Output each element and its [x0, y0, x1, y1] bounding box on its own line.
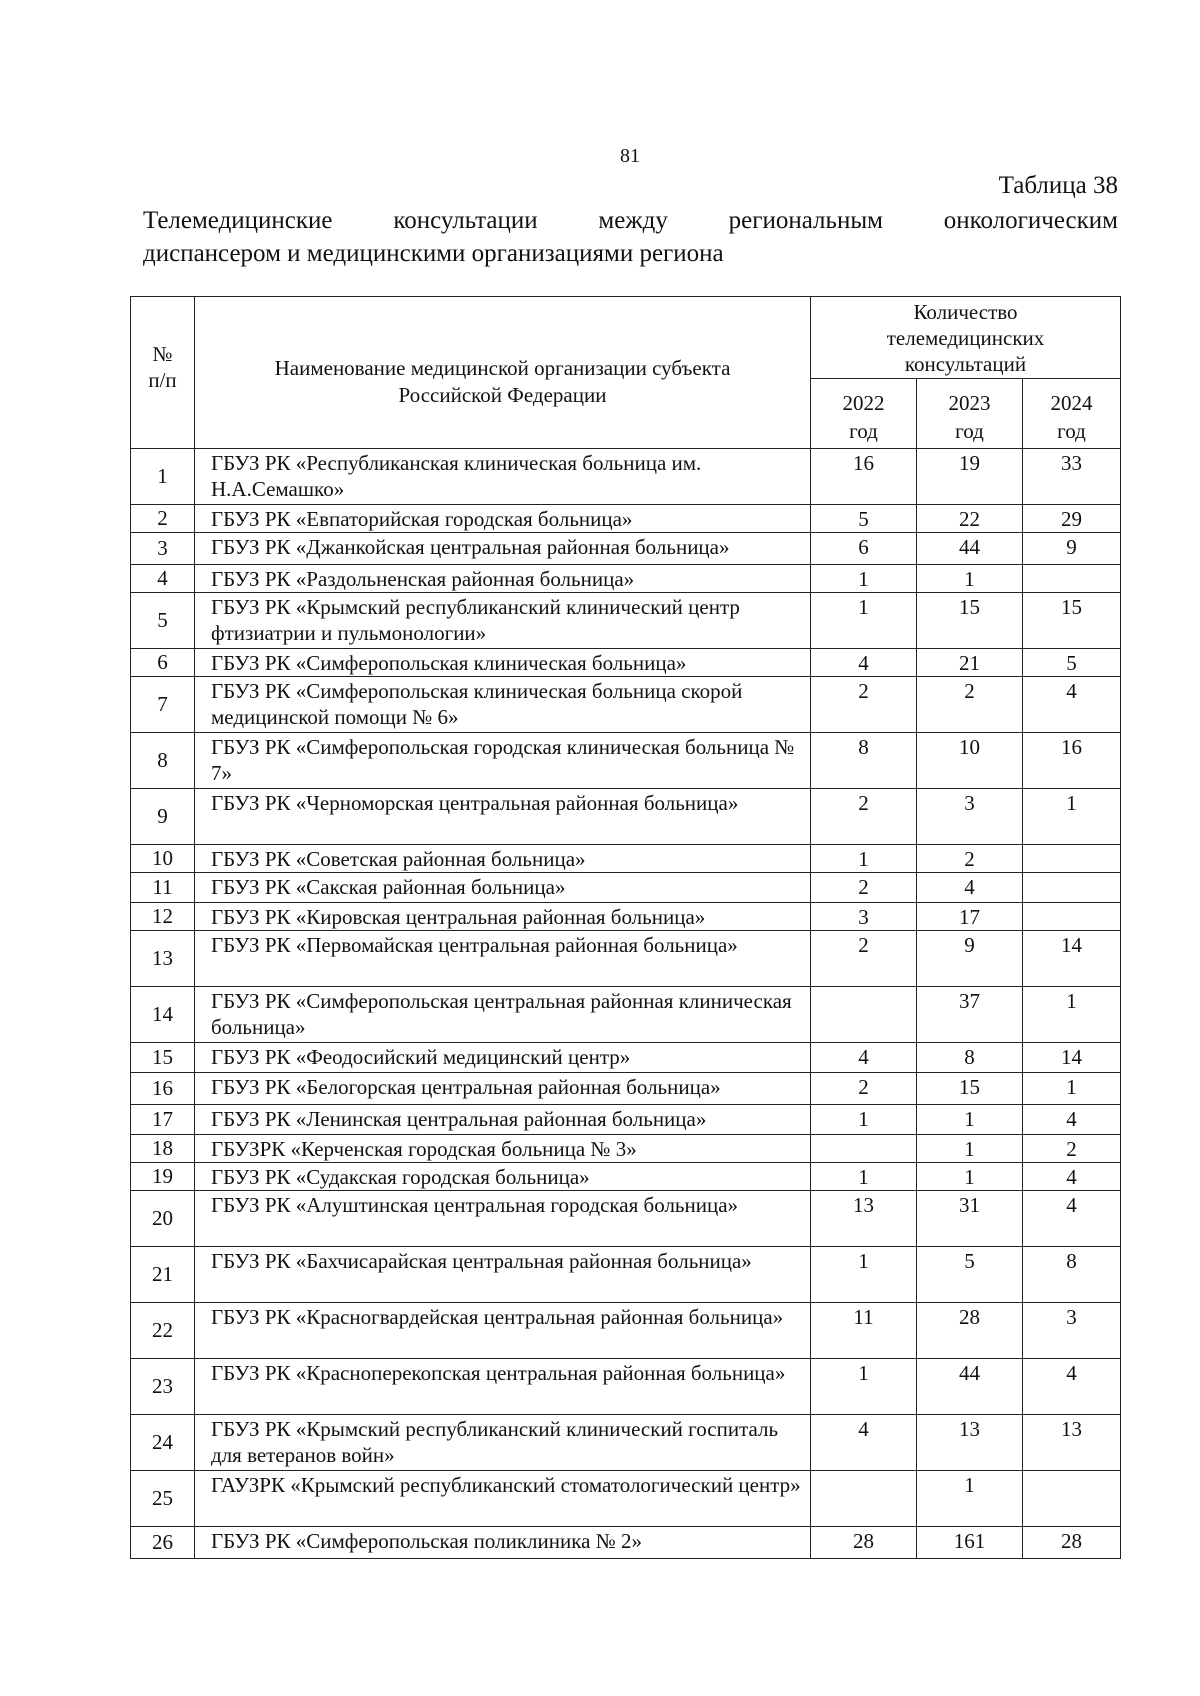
header-consultation-count: Количество телемедицинских консультаций	[811, 297, 1121, 379]
value-2023: 9	[917, 931, 1023, 987]
value-2023: 2	[917, 845, 1023, 873]
table-row	[131, 533, 1121, 565]
table-row	[131, 1527, 1121, 1559]
value-2023: 28	[917, 1303, 1023, 1359]
value-2023: 17	[917, 903, 1023, 931]
value-2023: 31	[917, 1191, 1023, 1247]
table-row	[131, 593, 1121, 649]
value-2024: 13	[1023, 1415, 1121, 1471]
value-2024: 1	[1023, 1073, 1121, 1105]
value-2022: 4	[811, 1043, 917, 1073]
document-title	[143, 204, 1118, 270]
value-2023: 1	[917, 565, 1023, 593]
value-2024	[1023, 903, 1121, 931]
table-row	[131, 449, 1121, 505]
value-2022: 2	[811, 873, 917, 903]
value-2022	[811, 1135, 917, 1163]
value-2023: 2	[917, 677, 1023, 733]
value-2024: 9	[1023, 533, 1121, 565]
table-row	[131, 1135, 1121, 1163]
value-2022: 2	[811, 677, 917, 733]
row-number: 20	[131, 1191, 195, 1247]
row-number: 14	[131, 987, 195, 1043]
row-number: 10	[131, 845, 195, 873]
row-number: 8	[131, 733, 195, 789]
value-2022: 5	[811, 505, 917, 533]
value-2023: 1	[917, 1163, 1023, 1191]
value-2024: 15	[1023, 593, 1121, 649]
value-2024	[1023, 565, 1121, 593]
organization-name: ГБУЗ РК «Евпаторийская городская больница»	[195, 505, 811, 533]
organization-name: ГБУЗ РК «Красногвардейская центральная районная больница»	[195, 1303, 811, 1359]
header-year-2022: 2022 год	[811, 379, 917, 449]
organization-name: ГБУЗ РК «Бахчисарайская центральная районная больница»	[195, 1247, 811, 1303]
row-number: 6	[131, 649, 195, 677]
row-number: 12	[131, 903, 195, 931]
value-2023: 1	[917, 1105, 1023, 1135]
organization-name: ГБУЗ РК «Ленинская центральная районная больница»	[195, 1105, 811, 1135]
row-number: 26	[131, 1527, 195, 1559]
row-number: 4	[131, 565, 195, 593]
value-2023: 161	[917, 1527, 1023, 1559]
row-number: 9	[131, 789, 195, 845]
value-2023: 15	[917, 1073, 1023, 1105]
row-number: 17	[131, 1105, 195, 1135]
value-2024: 33	[1023, 449, 1121, 505]
table-label: Таблица 38	[998, 172, 1118, 199]
value-2023: 1	[917, 1471, 1023, 1527]
organization-name: ГБУЗ РК «Белогорская центральная районная больница»	[195, 1073, 811, 1105]
value-2023: 22	[917, 505, 1023, 533]
value-2024	[1023, 873, 1121, 903]
value-2023: 19	[917, 449, 1023, 505]
row-number: 5	[131, 593, 195, 649]
table-row	[131, 845, 1121, 873]
header-year-2023: 2023 год	[917, 379, 1023, 449]
value-2024: 8	[1023, 1247, 1121, 1303]
value-2023: 21	[917, 649, 1023, 677]
table-row	[131, 789, 1121, 845]
value-2024: 4	[1023, 1359, 1121, 1415]
organization-name: ГБУЗ РК «Первомайская центральная районная больница»	[195, 931, 811, 987]
value-2023: 4	[917, 873, 1023, 903]
value-2022: 1	[811, 565, 917, 593]
table-row	[131, 1105, 1121, 1135]
organization-name: ГБУЗ РК «Феодосийский медицинский центр»	[195, 1043, 811, 1073]
consultations-table	[130, 296, 1121, 1559]
table-row	[131, 1247, 1121, 1303]
value-2022	[811, 1471, 917, 1527]
header-organization-name: Наименование медицинской организации субъекта Российской Федерации	[195, 297, 811, 449]
value-2022: 2	[811, 1073, 917, 1105]
table-row	[131, 1359, 1121, 1415]
value-2023: 44	[917, 533, 1023, 565]
value-2023: 10	[917, 733, 1023, 789]
row-number: 3	[131, 533, 195, 565]
value-2022: 13	[811, 1191, 917, 1247]
row-number: 22	[131, 1303, 195, 1359]
value-2024: 2	[1023, 1135, 1121, 1163]
value-2022: 4	[811, 649, 917, 677]
value-2022: 28	[811, 1527, 917, 1559]
value-2024: 4	[1023, 1191, 1121, 1247]
value-2024	[1023, 845, 1121, 873]
value-2024	[1023, 1471, 1121, 1527]
row-number: 2	[131, 505, 195, 533]
table-row	[131, 903, 1121, 931]
value-2024: 14	[1023, 1043, 1121, 1073]
value-2023: 13	[917, 1415, 1023, 1471]
value-2023: 1	[917, 1135, 1023, 1163]
row-number: 16	[131, 1073, 195, 1105]
row-number: 7	[131, 677, 195, 733]
value-2023: 8	[917, 1043, 1023, 1073]
value-2022: 6	[811, 533, 917, 565]
table-row	[131, 1073, 1121, 1105]
value-2022: 4	[811, 1415, 917, 1471]
value-2023: 44	[917, 1359, 1023, 1415]
header-year-2024: 2024 год	[1023, 379, 1121, 449]
value-2022: 11	[811, 1303, 917, 1359]
value-2022	[811, 987, 917, 1043]
header-number: № п/п	[131, 297, 195, 449]
table-row	[131, 565, 1121, 593]
value-2024: 4	[1023, 1105, 1121, 1135]
organization-name: ГАУЗРК «Крымский республиканский стоматологический центр»	[195, 1471, 811, 1527]
table-body	[131, 449, 1121, 1559]
page-number: 81	[620, 145, 640, 167]
organization-name: ГБУЗ РК «Советская районная больница»	[195, 845, 811, 873]
value-2024: 5	[1023, 649, 1121, 677]
organization-name: ГБУЗ РК «Крымский республиканский клинический центр фтизиатрии и пульмонологии»	[195, 593, 811, 649]
organization-name: ГБУЗРК «Керченская городская больница № 3»	[195, 1135, 811, 1163]
organization-name: ГБУЗ РК «Республиканская клиническая больница им. Н.А.Семашко»	[195, 449, 811, 505]
table-row	[131, 1471, 1121, 1527]
row-number: 11	[131, 873, 195, 903]
value-2022: 1	[811, 593, 917, 649]
value-2023: 3	[917, 789, 1023, 845]
value-2024: 1	[1023, 987, 1121, 1043]
value-2022: 2	[811, 789, 917, 845]
value-2024: 1	[1023, 789, 1121, 845]
table-row	[131, 1415, 1121, 1471]
value-2022: 1	[811, 1247, 917, 1303]
value-2023: 37	[917, 987, 1023, 1043]
organization-name: ГБУЗ РК «Симферопольская городская клиническая больница № 7»	[195, 733, 811, 789]
organization-name: ГБУЗ РК «Кировская центральная районная больница»	[195, 903, 811, 931]
value-2023: 15	[917, 593, 1023, 649]
value-2024: 28	[1023, 1527, 1121, 1559]
organization-name: ГБУЗ РК «Раздольненская районная больница»	[195, 565, 811, 593]
table-row	[131, 677, 1121, 733]
value-2022: 3	[811, 903, 917, 931]
value-2024: 29	[1023, 505, 1121, 533]
organization-name: ГБУЗ РК «Джанкойская центральная районная больница»	[195, 533, 811, 565]
value-2024: 16	[1023, 733, 1121, 789]
organization-name: ГБУЗ РК «Алуштинская центральная городская больница»	[195, 1191, 811, 1247]
table-row	[131, 649, 1121, 677]
table-row	[131, 1191, 1121, 1247]
row-number: 18	[131, 1135, 195, 1163]
value-2022: 1	[811, 1105, 917, 1135]
organization-name: ГБУЗ РК «Сакская районная больница»	[195, 873, 811, 903]
organization-name: ГБУЗ РК «Черноморская центральная районная больница»	[195, 789, 811, 845]
table-row	[131, 505, 1121, 533]
value-2022: 2	[811, 931, 917, 987]
value-2022: 1	[811, 1359, 917, 1415]
table-row	[131, 1303, 1121, 1359]
table-row	[131, 931, 1121, 987]
table-row	[131, 1163, 1121, 1191]
value-2022: 16	[811, 449, 917, 505]
table-row	[131, 873, 1121, 903]
title-line-1: Телемедицинские консультации между региональным онкологическим	[143, 207, 1118, 234]
value-2024: 3	[1023, 1303, 1121, 1359]
value-2022: 1	[811, 845, 917, 873]
organization-name: ГБУЗ РК «Симферопольская центральная районная клиническая больница»	[195, 987, 811, 1043]
value-2022: 1	[811, 1163, 917, 1191]
organization-name: ГБУЗ РК «Симферопольская поликлиника № 2»	[195, 1527, 811, 1559]
organization-name: ГБУЗ РК «Красноперекопская центральная районная больница»	[195, 1359, 811, 1415]
row-number: 15	[131, 1043, 195, 1073]
row-number: 21	[131, 1247, 195, 1303]
row-number: 1	[131, 449, 195, 505]
organization-name: ГБУЗ РК «Крымский республиканский клинический госпиталь для ветеранов войн»	[195, 1415, 811, 1471]
row-number: 23	[131, 1359, 195, 1415]
organization-name: ГБУЗ РК «Судакская городская больница»	[195, 1163, 811, 1191]
row-number: 19	[131, 1163, 195, 1191]
table-row	[131, 733, 1121, 789]
table-row	[131, 1043, 1121, 1073]
value-2023: 5	[917, 1247, 1023, 1303]
value-2024: 4	[1023, 1163, 1121, 1191]
organization-name: ГБУЗ РК «Симферопольская клиническая больница»	[195, 649, 811, 677]
table-row	[131, 987, 1121, 1043]
row-number: 13	[131, 931, 195, 987]
value-2024: 14	[1023, 931, 1121, 987]
value-2022: 8	[811, 733, 917, 789]
organization-name: ГБУЗ РК «Симферопольская клиническая больница скорой медицинской помощи № 6»	[195, 677, 811, 733]
row-number: 25	[131, 1471, 195, 1527]
row-number: 24	[131, 1415, 195, 1471]
title-line-2: диспансером и медицинскими организациями региона	[143, 240, 724, 267]
value-2024: 4	[1023, 677, 1121, 733]
